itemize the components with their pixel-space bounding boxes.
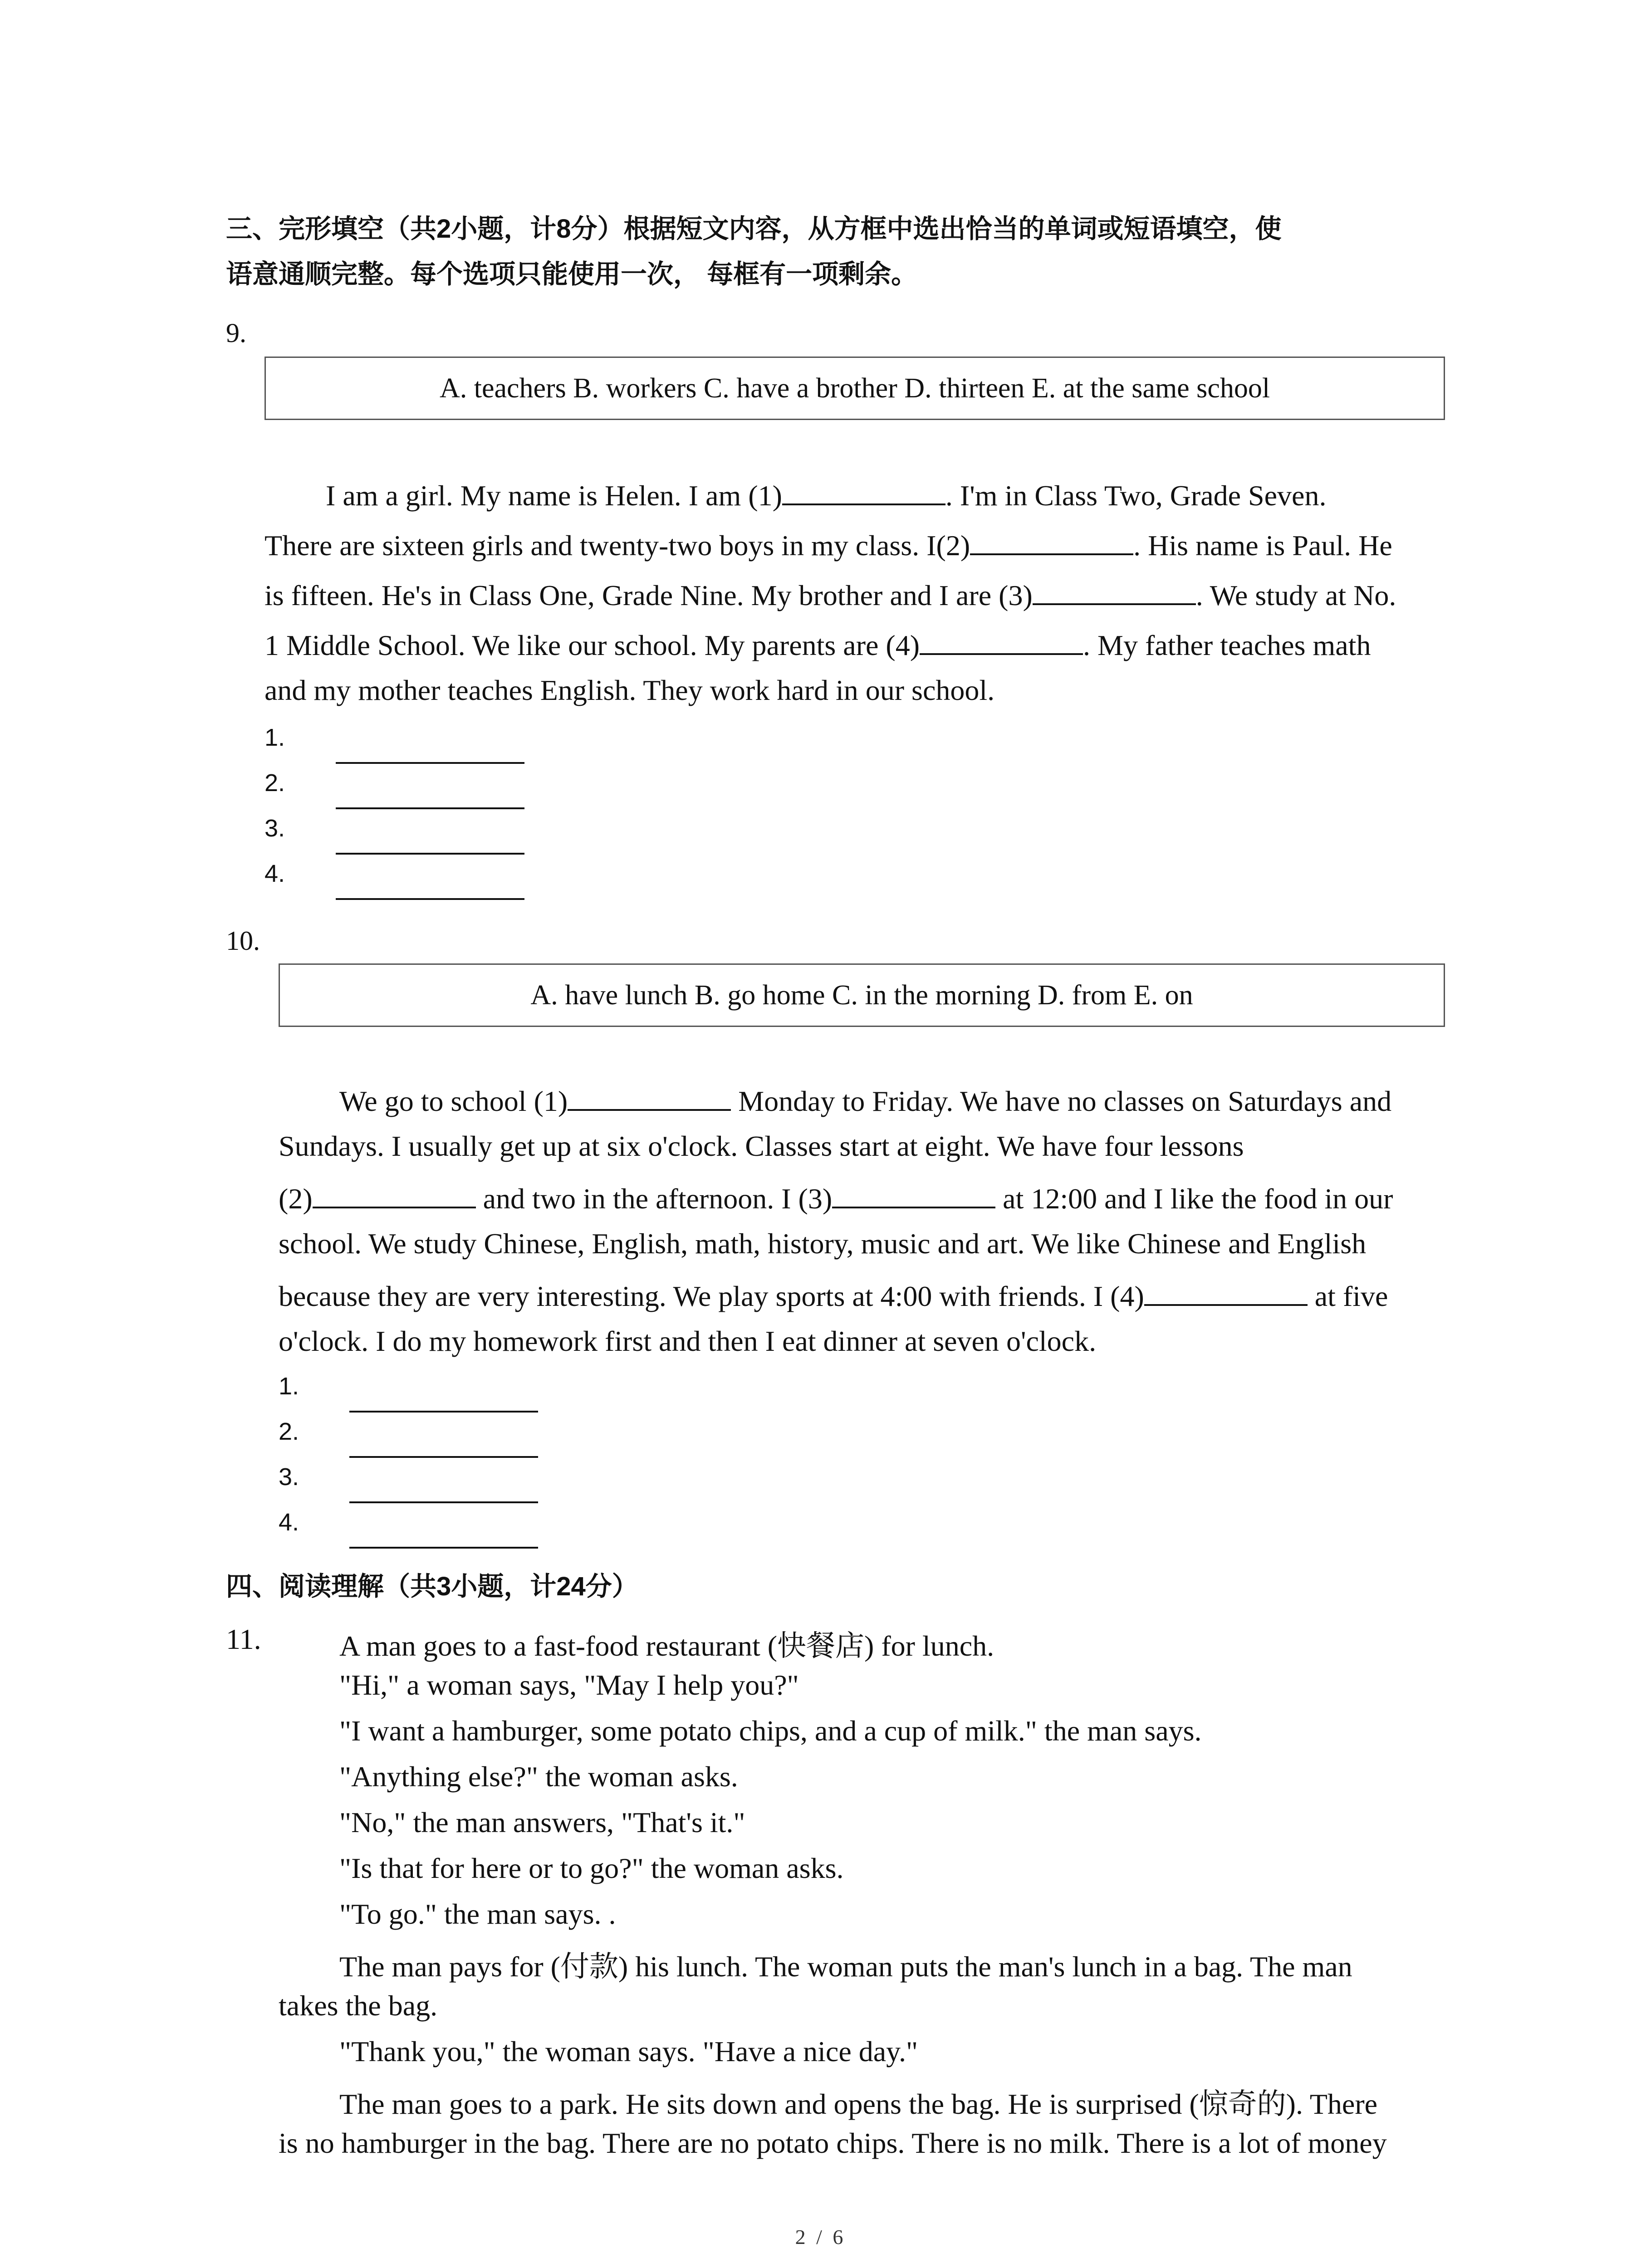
- q9-answer-label-4: 4.: [265, 860, 285, 887]
- q9-answer-line-2[interactable]: [336, 807, 524, 809]
- passage-text: We go to school (1): [339, 1085, 568, 1117]
- blank-2[interactable]: [970, 526, 1133, 555]
- blank-4[interactable]: [1144, 1277, 1308, 1306]
- q11-line-12: is no hamburger in the bag. There are no potato chips. There is no milk. There is a lot of money: [279, 2127, 1387, 2159]
- passage-text: I am a girl. My name is Helen. I am (1): [326, 479, 782, 512]
- q11-line-10: "Thank you," the woman says. "Have a nice day.": [339, 2035, 918, 2068]
- q9-answer-label-1: 1.: [265, 724, 285, 751]
- section-3-heading-line-1: 三、完形填空（共2小题，计8分）根据短文内容，从方框中选出恰当的单词或短语填空，使: [226, 214, 1282, 244]
- passage-text: (2): [279, 1183, 313, 1215]
- q11-line-1: A man goes to a fast-food restaurant (快餐店) for lunch.: [339, 1630, 994, 1662]
- q10-answer-line-4[interactable]: [349, 1547, 538, 1549]
- passage-text: . His name is Paul. He: [1133, 529, 1392, 562]
- q11-line-8: The man pays for (付款) his lunch. The woman puts the man's lunch in a bag. The man: [339, 1950, 1352, 1983]
- q10-answer-label-4: 4.: [279, 1509, 299, 1536]
- passage-text: Monday to Friday. We have no classes on Saturdays and: [731, 1085, 1392, 1117]
- section-3-heading: [226, 206, 1446, 297]
- q10-answer-line-3[interactable]: [349, 1501, 538, 1503]
- passage-text: There are sixteen girls and twenty-two boys in my class. I(2): [265, 529, 970, 562]
- blank-2[interactable]: [313, 1179, 476, 1208]
- passage-text: 1 Middle School. We like our school. My parents are (4): [265, 629, 920, 661]
- q9-passage-line-3: [265, 576, 1396, 612]
- passage-text: . We study at No.: [1195, 579, 1396, 611]
- q11-line-7: "To go." the man says. .: [339, 1898, 616, 1930]
- q11-line-2: "Hi," a woman says, "May I help you?": [339, 1669, 799, 1701]
- passage-text: . My father teaches math: [1083, 629, 1371, 661]
- passage-text: o'clock. I do my homework first and then I eat dinner at seven o'clock.: [279, 1325, 1097, 1357]
- q9-passage-line-1: [326, 476, 1326, 513]
- q11-line-5: "No," the man answers, "That's it.": [339, 1806, 745, 1838]
- passage-text: school. We study Chinese, English, math, history, music and art. We like Chinese and English: [279, 1227, 1367, 1260]
- q10-passage-line-2: [279, 1129, 1244, 1163]
- question-11-number: 11.: [226, 1623, 261, 1655]
- blank-3[interactable]: [1033, 576, 1196, 605]
- blank-4[interactable]: [920, 626, 1083, 655]
- passage-text: Sundays. I usually get up at six o'clock. Classes start at eight. We have four lessons: [279, 1130, 1244, 1162]
- passage-text: and my mother teaches English. They work hard in our school.: [265, 674, 995, 706]
- passage-text: is fifteen. He's in Class One, Grade Nine. My brother and I are (3): [265, 579, 1033, 611]
- blank-3[interactable]: [832, 1179, 995, 1208]
- q11-line-6: "Is that for here or to go?" the woman asks.: [339, 1852, 844, 1884]
- q10-passage-line-3: [279, 1179, 1393, 1216]
- q9-passage-line-5: [265, 674, 994, 707]
- q10-passage-line-1: [339, 1082, 1391, 1118]
- q10-passage-line-6: [279, 1325, 1096, 1358]
- q11-line-9: takes the bag.: [279, 1989, 438, 2022]
- section-4-heading: 四、阅读理解（共3小题，计24分）: [226, 1572, 638, 1601]
- q10-answer-label-1: 1.: [279, 1373, 299, 1400]
- q9-answer-line-3[interactable]: [336, 853, 524, 855]
- passage-text: and two in the afternoon. I (3): [475, 1183, 833, 1215]
- blank-1[interactable]: [782, 476, 945, 505]
- q10-answer-line-2[interactable]: [349, 1456, 538, 1458]
- passage-text: at five: [1307, 1280, 1388, 1312]
- q10-answer-line-1[interactable]: [349, 1411, 538, 1413]
- q10-passage-line-4: [279, 1227, 1366, 1261]
- question-9-option-box: [265, 357, 1445, 420]
- page-number: 2 / 6: [795, 2225, 846, 2248]
- section-3-heading-line-2: 语意通顺完整。每个选项只能使用一次， 每框有一项剩余。: [226, 259, 918, 289]
- question-10-option-box: [279, 963, 1445, 1027]
- question-9-options: A. teachers B. workers C. have a brother D. thirteen E. at the same school: [439, 373, 1270, 404]
- q9-answer-label-2: 2.: [265, 769, 285, 797]
- q10-passage-line-5: [279, 1277, 1388, 1313]
- passage-text: at 12:00 and I like the food in our: [995, 1183, 1393, 1215]
- question-10-options: A. have lunch B. go home C. in the morning D. from E. on: [530, 980, 1193, 1011]
- q11-line-11: The man goes to a park. He sits down and opens the bag. He is surprised (惊奇的). There: [339, 2088, 1378, 2120]
- q9-answer-line-4[interactable]: [336, 898, 524, 900]
- q9-passage-line-4: [265, 626, 1371, 662]
- q11-line-3: "I want a hamburger, some potato chips, and a cup of milk." the man says.: [339, 1715, 1202, 1747]
- q9-answer-line-1[interactable]: [336, 762, 524, 764]
- passage-text: . I'm in Class Two, Grade Seven.: [945, 479, 1327, 512]
- passage-text: because they are very interesting. We play sports at 4:00 with friends. I (4): [279, 1280, 1144, 1312]
- q11-line-4: "Anything else?" the woman asks.: [339, 1760, 738, 1793]
- question-9-number: 9.: [226, 318, 246, 348]
- question-10-number: 10.: [226, 926, 260, 956]
- q9-answer-label-3: 3.: [265, 815, 285, 842]
- q10-answer-label-2: 2.: [279, 1418, 299, 1445]
- q9-passage-line-2: [265, 526, 1392, 562]
- blank-1[interactable]: [568, 1082, 731, 1111]
- q10-answer-label-3: 3.: [279, 1463, 299, 1491]
